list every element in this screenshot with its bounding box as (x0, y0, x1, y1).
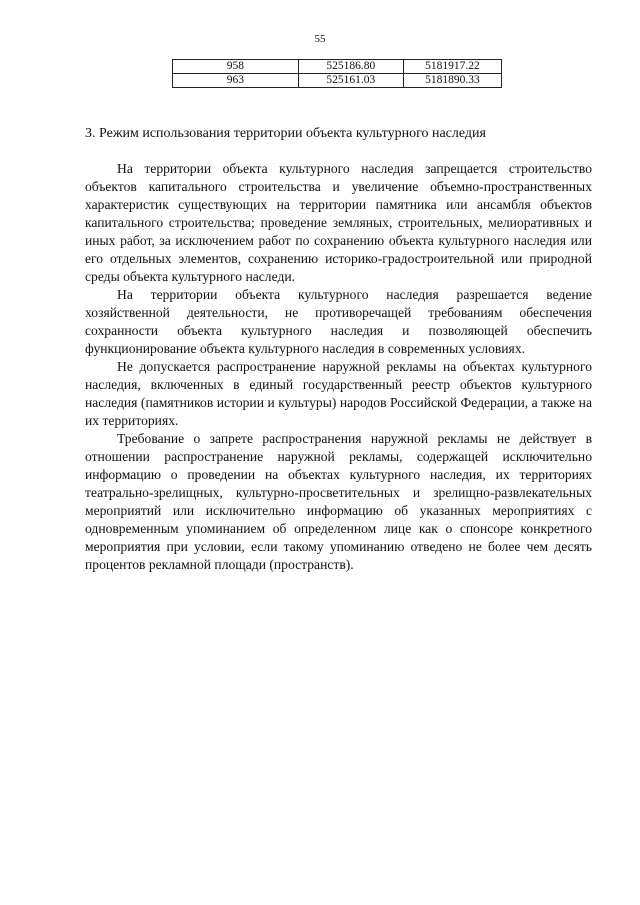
table-cell-point-number: 958 (173, 60, 299, 74)
section-body (85, 160, 592, 574)
table-cell-y: 5181890.33 (403, 74, 501, 88)
paragraph-permitted-activity: На территории объекта культурного наследия разрешается ведение хозяйственной деятельности, не противоречащей требованиям обеспечения сохранности объекта культурного наследия и позволяющей обеспечить функционирование объекта культурного наследия в современных условиях. (85, 287, 592, 356)
paragraph-advertising-exception: Требование о запрете распространения наружной рекламы не действует в отношении распространение наружной рекламы, содержащей исключительно информацию о проведении на объектах культурного наследия, их территориях театрально-зрелищных, культурно-просветительных и зрелищно-развлекательных мероприятий или исключительно информацию об указанных мероприятиях с одновременным упоминанием об определенном лице как о спонсоре конкретного мероприятия при условии, если такому упоминанию отведено не более чем десять процентов рекламной площади (пространств). (85, 431, 592, 572)
table-row (173, 74, 502, 88)
table-cell-point-number: 963 (173, 74, 299, 88)
table-row (173, 60, 502, 74)
coordinates-table (172, 59, 502, 88)
table-cell-x: 525186.80 (298, 60, 403, 74)
table-cell-y: 5181917.22 (403, 60, 501, 74)
section-heading: 3. Режим использования территории объекта культурного наследия (85, 126, 486, 141)
page-number: 55 (314, 33, 326, 45)
paragraph-advertising-ban: Не допускается распространение наружной рекламы на объектах культурного наследия, включенных в единый государственный реестр объектов культурного наследия (памятников истории и культуры) народов Российской Федерации, а также на их территориях. (85, 359, 592, 428)
table-cell-x: 525161.03 (298, 74, 403, 88)
paragraph-prohibitions: На территории объекта культурного наследия запрещается строительство объектов капитального строительства и увеличение объемно-пространственных характеристик существующих на территории памятника или ансамбля объектов капитального строительства; проведение земляных, строительных, мелиоративных и иных работ, за исключением работ по сохранению объекта культурного наследия или его отдельных элементов, сохранению историко-градостроительной или природной среды объекта культурного наследи. (85, 161, 592, 284)
